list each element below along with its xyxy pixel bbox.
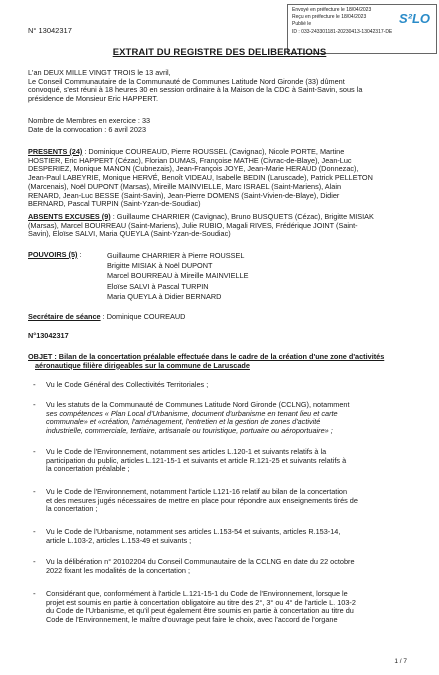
bullet-dash: -	[33, 527, 36, 536]
secretaire-value: : Dominique COUREAUD	[100, 312, 186, 321]
document-title: EXTRAIT DU REGISTRE DES DELIBERATIONS	[112, 47, 327, 58]
members-info	[28, 117, 418, 134]
vu-line: la concertation ;	[46, 504, 98, 514]
objet-section	[28, 353, 418, 370]
pouvoir-item: Marcel BOURREAU à Mireille MAINVIELLE	[107, 271, 249, 281]
presents-line: DESPERIEZ, Monique MANON (Cubnezais), Jean-François JOYE, Jean-Marie HERAUD (Donnezac),	[28, 164, 359, 174]
absents-line: : Guillaume CHARRIER (Cavignac), Bruno BUSQUETS (Cézac), Brigitte MISIAK	[110, 212, 374, 221]
secretaire-section	[28, 313, 418, 322]
absents-line: (Marsas), Marcel BOURREAU (Saint-Mariens), Julie RUBIO, Magali RIVES, Frédérique JOINT (Saint-	[28, 220, 358, 230]
intro-line: présidence de Monsieur Eric HAPPERT.	[28, 94, 159, 104]
intro-line: L'an DEUX MILLE VINGT TROIS le 13 avril,	[28, 68, 171, 77]
presents-section	[28, 148, 418, 209]
vu-line: article L.103-2, articles L.153-49 et suivants ;	[46, 535, 192, 545]
bullet-dash: -	[33, 447, 36, 456]
vu-paragraph	[46, 590, 418, 625]
stamp-sent-line: Envoyé en préfecture le 18/04/2023	[292, 7, 372, 13]
vu-line: la concertation préalable ;	[46, 464, 130, 474]
vu-line: industrielle, commerciale, tertiaire, artisanale ou touristique, portuaire ou aéroportuaire» ;	[46, 426, 333, 436]
presents-line: : Dominique COUREAUD, Pierre ROUSSEL (Cavignac), Nicole PORTE, Martine	[82, 147, 345, 156]
stamp-received-line: Reçu en préfecture le 18/04/2023	[292, 14, 367, 21]
pouvoir-item: Eloïse SALVI à Pascal TURPIN	[107, 281, 209, 291]
page-number: 1 / 7	[394, 658, 407, 665]
vu-line: Vu les statuts de la Communauté de Communes Latitude Nord Gironde (CCLNG), notamment	[46, 400, 350, 409]
vu-paragraph	[46, 381, 418, 390]
vu-line: Vu le Code de l'Environnement, notamment l'article L121-16 relatif au bilan de la concertation	[46, 487, 348, 496]
intro-line: convoqué, s'est réuni à 18 heures 30 en session ordinaire à la Maison de la CDC à Saint-Savin, sous la	[28, 85, 363, 95]
vu-paragraph	[46, 558, 418, 575]
vu-line: ses compétences « Plan Local d'Urbanisme, document d'urbanisme en tenant lieu et carte	[46, 408, 338, 418]
vu-line: participation du public, articles L.121-15-1 et suivants et article R.121-25 et suivants relatifs à	[46, 455, 347, 465]
pouvoir-item: Maria QUEYLA à Didier BERNARD	[107, 291, 222, 301]
s2lo-logo: S²LO	[398, 11, 430, 26]
vu-line: Vu le Code Général des Collectivités Territoriales ;	[46, 380, 209, 389]
secretaire-label: Secrétaire de séance	[28, 312, 101, 321]
presents-line: BERNARD, Pascal TURPIN (Saint-Yzan-de-Soudiac)	[28, 199, 201, 209]
bullet-dash: -	[33, 557, 36, 566]
vu-line: communale» et «création, l'aménagement, l'entretien et la gestion de zones d'activité	[46, 417, 321, 427]
intro-line: Le Conseil Communautaire de la Communauté de Communes Latitude Nord Gironde (33) dûment	[28, 76, 345, 86]
pouvoirs-colon: :	[77, 250, 82, 259]
vu-paragraph	[46, 401, 418, 436]
vu-line: Code de l'Environnement, le maître d'ouvrage peut faire le choix, avec l'accord de l'organe	[46, 615, 338, 625]
presents-line: HOSTIER, Eric HAPPERT (Cézac), Florian DUMAS, Françoise MATHE (Civrac-de-Blaye), Jean-Luc	[28, 155, 352, 165]
document-reference: N° 13042317	[28, 26, 72, 35]
bullet-dash: -	[33, 380, 36, 389]
bullet-dash: -	[33, 487, 36, 496]
bullet-dash: -	[33, 400, 36, 409]
pouvoir-item: Brigitte MISIAK à Noël DUPONT	[107, 261, 213, 271]
members-count: Nombre de Membres en exercice : 33	[28, 116, 151, 125]
presents-line: RENARD, Jean-Luc BESSE (Saint-Savin), Jean-Pierre DOMENS (Saint-Vivien-de-Blaye), Didier	[28, 190, 340, 200]
pouvoirs-label: POUVOIRS (5)	[28, 250, 78, 259]
vu-line: Vu le Code de l'Environnement, notamment ses articles L.120-1 et suivants relatifs à la	[46, 447, 327, 456]
absents-section	[28, 213, 418, 239]
vu-line: du Code de l'Urbanisme, et qu'il peut également être soumis en partie à concertation au titre du	[46, 606, 354, 616]
vu-paragraph	[46, 528, 418, 545]
absents-line: Savin), Eloïse SALVI, Maria QUEYLA (Saint-Yzan-de-Soudiac)	[28, 229, 231, 239]
stamp-published-line: Publié le	[292, 21, 312, 28]
vu-line: 2022 fixant les modalités de la concertation ;	[46, 565, 190, 575]
objet-line: OBJET : Bilan de la concertation préalable effectuée dans le cadre de la création d'une zone d'activités	[28, 352, 385, 361]
presents-label: PRESENTS (24)	[28, 147, 83, 156]
convocation-date: Date de la convocation : 6 avril 2023	[28, 124, 147, 134]
absents-label: ABSENTS EXCUSES (9)	[28, 212, 111, 221]
vu-line: Considérant que, conformément à l'article L.121-15-1 du Code de l'Environnement, lorsque le	[46, 589, 348, 598]
deliberation-number: N°13042317	[28, 331, 69, 340]
intro-paragraph	[28, 69, 418, 104]
vu-line: Vu la délibération n° 20102204 du Conseil Communautaire de la CCLNG en date du 22 octobre	[46, 557, 355, 566]
presents-line: Jean-Paul LABEYRIE, Monique HERVÉ, Benoît VIDEAU, Isabelle BEDIN (Laruscade), Patrick PELLETON	[28, 173, 373, 183]
objet-line: aéronautique filière dirigeables sur la commune de Laruscade	[35, 360, 250, 370]
vu-paragraph	[46, 488, 418, 514]
vu-line: Vu le Code de l'Urbanisme, notamment ses articles L.153-54 et suivants, articles R.153-14,	[46, 527, 341, 536]
stamp-id-line: ID : 033-243301181-20230413-13042317-DE	[292, 28, 393, 35]
pouvoirs-list	[107, 251, 357, 302]
pouvoirs-heading	[28, 251, 98, 260]
vu-line: projet est soumis en partie à concertation obligatoire au titre des 2°, 3° ou 4° de l'article L. 103-2	[46, 597, 356, 607]
bullet-dash: -	[33, 589, 36, 598]
vu-paragraph	[46, 448, 418, 474]
vu-line: et des mesures jugés nécessaires de mettre en place pour répondre aux enseignements tirés de	[46, 495, 358, 505]
pouvoir-item: Guillaume CHARRIER à Pierre ROUSSEL	[107, 251, 245, 260]
presents-line: (Marcenais), Noël DUPONT (Marsas), Mireille MAINVIELLE, Marc ISRAEL (Saint-Mariens), Alain	[28, 181, 342, 191]
